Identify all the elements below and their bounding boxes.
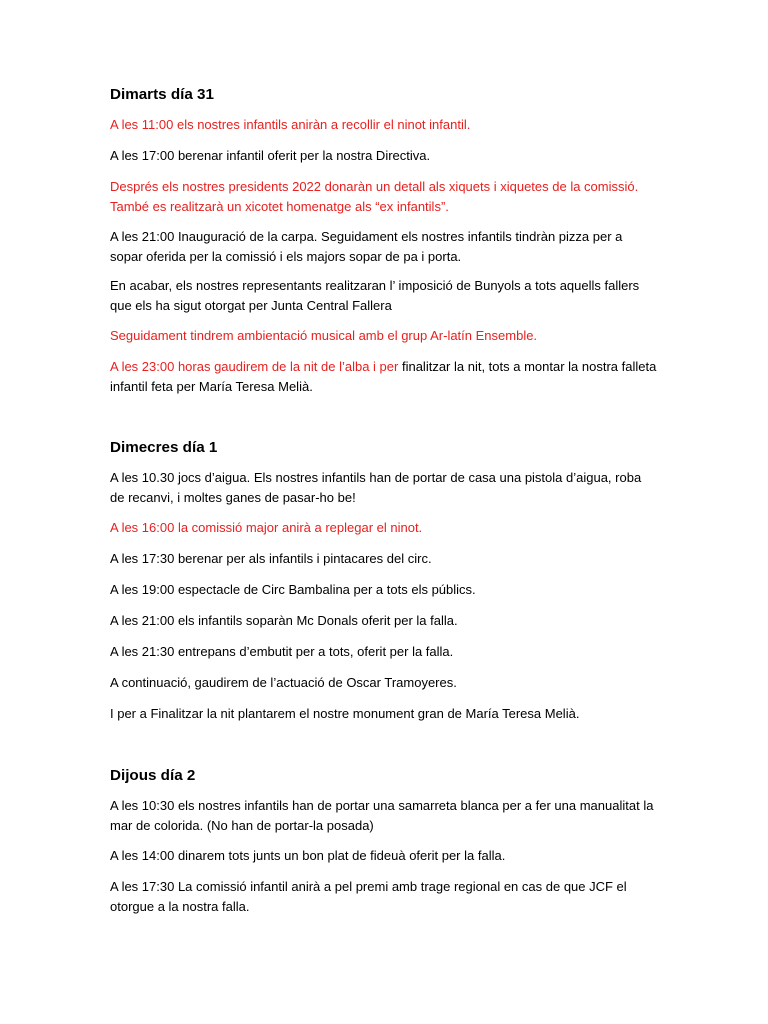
schedule-item: A les 19:00 espectacle de Circ Bambalina per a tots els públics. [110,582,476,597]
day-heading-dimarts: Dimarts día 31 [110,86,214,103]
schedule-item: A les 21:00 els infantils soparàn Mc Donals oferit per la falla. [110,613,458,628]
schedule-item: A les 17:30 berenar per als infantils i pintacares del circ. [110,551,432,566]
schedule-item: A les 17:00 berenar infantil oferit per la nostra Directiva. [110,148,431,163]
schedule-item: A les 17:30 La comissió infantil anirà a pel premi amb trage regional en cas de que JCF el otorgue a la nostra falla. [110,879,627,914]
schedule-item: A les 14:00 dinarem tots junts un bon plat de fideuà oferit per la falla. [110,848,506,863]
schedule-item: I per a Finalitzar la nit plantarem el nostre monument gran de María Teresa Melià. [110,706,580,721]
schedule-item: A les 21:00 Inauguració de la carpa. Seguidament els nostres infantils tindràn pizza per a sopar oferida per la comissió i els majors sopar de pa i porta. [110,229,623,264]
schedule-item: A les 21:30 entrepans d’embutit per a tots, oferit per la falla. [110,644,454,659]
day-heading-dijous: Dijous día 2 [110,767,196,784]
schedule-item [110,357,658,396]
schedule-item-black-part: finalitzar la nit, tots a montar la nostra falleta infantil feta per María Teresa Melià. [110,359,657,394]
schedule-item: A les 10.30 jocs d’aigua. Els nostres infantils han de portar de casa una pistola d’aigua, roba de recanvi, i moltes ganes de pasar-ho be! [110,470,642,505]
schedule-item: Després els nostres presidents 2022 donaràn un detall als xiquets i xiquetes de la comissió. També es realitzarà un xicotet homenatge als “ex infantils”. [110,179,639,214]
schedule-item: A les 16:00 la comissió major anirà a replegar el ninot. [110,520,423,535]
schedule-item: A continuació, gaudirem de l’actuació de Oscar Tramoyeres. [110,675,457,690]
schedule-item: Seguidament tindrem ambientació musical amb el grup Ar-latín Ensemble. [110,328,538,343]
schedule-item: En acabar, els nostres representants realitzaran l’ imposició de Bunyols a tots aquells fallers que els ha sigut otorgat per Junta Central Fallera [110,278,640,313]
schedule-item-red-part: A les 23:00 horas gaudirem de la nit de l’alba i per [110,359,402,374]
schedule-item: A les 11:00 els nostres infantils aniràn a recollir el ninot infantil. [110,117,471,132]
schedule-item: A les 10:30 els nostres infantils han de portar una samarreta blanca per a fer una manualitat la mar de colorida. (No han de portar-la posada) [110,798,654,833]
day-heading-dimecres: Dimecres día 1 [110,439,218,456]
